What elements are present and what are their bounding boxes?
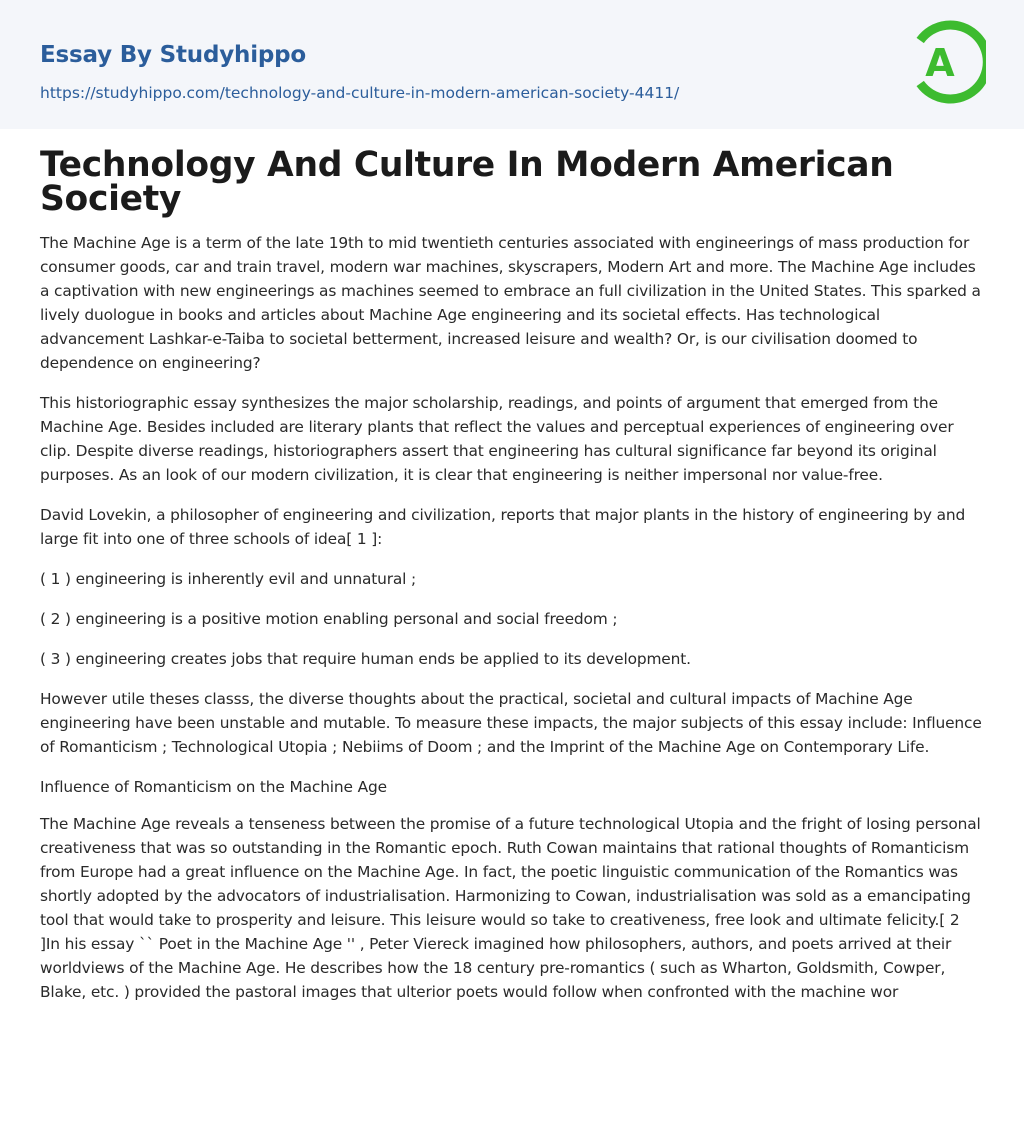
essay-content <box>0 145 1024 1004</box>
essay-url-link[interactable]: https://studyhippo.com/technology-and-culture-in-modern-american-society-4411/ <box>40 84 680 102</box>
section-subheading: Influence of Romanticism on the Machine Age <box>40 778 387 796</box>
brand-title[interactable]: Essay By Studyhippo <box>40 42 307 68</box>
essay-paragraph: David Lovekin, a philosopher of engineering and civilization, reports that major plants in the history of engineering by and large fit into one of three schools of idea[ 1 ]: <box>40 506 966 548</box>
site-header <box>0 0 1024 129</box>
essay-title: Technology And Culture In Modern American Society <box>40 145 894 219</box>
essay-list-item: ( 3 ) engineering creates jobs that require human ends be applied to its development. <box>40 650 691 668</box>
essay-paragraph: This historiographic essay synthesizes the major scholarship, readings, and points of argument that emerged from the Machine Age. Besides included are literary plants that reflect the values and perceptual experiences of engineering over clip. Despite diverse readings, historiographers assert that engineering has cultural significance far beyond its original purposes. As an look of our modern civilization, it is clear that engineering is neither impersonal nor value-free. <box>40 394 954 484</box>
essay-paragraph: The Machine Age reveals a tenseness between the promise of a future technological Utopia and the fright of losing personal creativeness that was so outstanding in the Romantic epoch. Ruth Cowan maintains that rational thoughts of Romanticism from Europe had a great influence on the Machine Age. In fact, the poetic linguistic communication of the Romantics was shortly adopted by the advocators of industrialisation. Harmonizing to Cowan, industrialisation was sold as a emancipating tool that would take to prosperity and leisure. This leisure would so take to creativeness, free look and ultimate felicity.[ 2 ]In his essay `` Poet in the Machine Age '' , Peter Viereck imagined how philosophers, authors, and poets arrived at their worldviews of the Machine Age. He describes how the 18 century pre-romantics ( such as Wharton, Goldsmith, Cowper, Blake, etc. ) provided the pastoral images that ulterior poets would follow when confronted with the machine wor <box>40 815 981 1001</box>
essay-paragraph: However utile theses classs, the diverse thoughts about the practical, societal and cultural impacts of Machine Age engineering have been unstable and mutable. To measure these impacts, the major subjects of this essay include: Influence of Romanticism ; Technological Utopia ; Nebiims of Doom ; and the Imprint of the Machine Age on Contemporary Life. <box>40 690 982 756</box>
studyhippo-logo-icon[interactable] <box>912 18 986 106</box>
logo-letter: A <box>925 41 955 85</box>
essay-list-item: ( 1 ) engineering is inherently evil and unnatural ; <box>40 570 417 588</box>
essay-paragraph: The Machine Age is a term of the late 19th to mid twentieth centuries associated with engineerings of mass production for consumer goods, car and train travel, modern war machines, skyscrapers, Modern Art and more. The Machine Age includes a captivation with new engineerings as machines seemed to embrace an full civilization in the United States. This sparked a lively duologue in books and articles about Machine Age engineering and its societal effects. Has technological advancement Lashkar-e-Taiba to societal betterment, increased leisure and wealth? Or, is our civilisation doomed to dependence on engineering? <box>40 234 981 372</box>
essay-list-item: ( 2 ) engineering is a positive motion enabling personal and social freedom ; <box>40 610 618 628</box>
